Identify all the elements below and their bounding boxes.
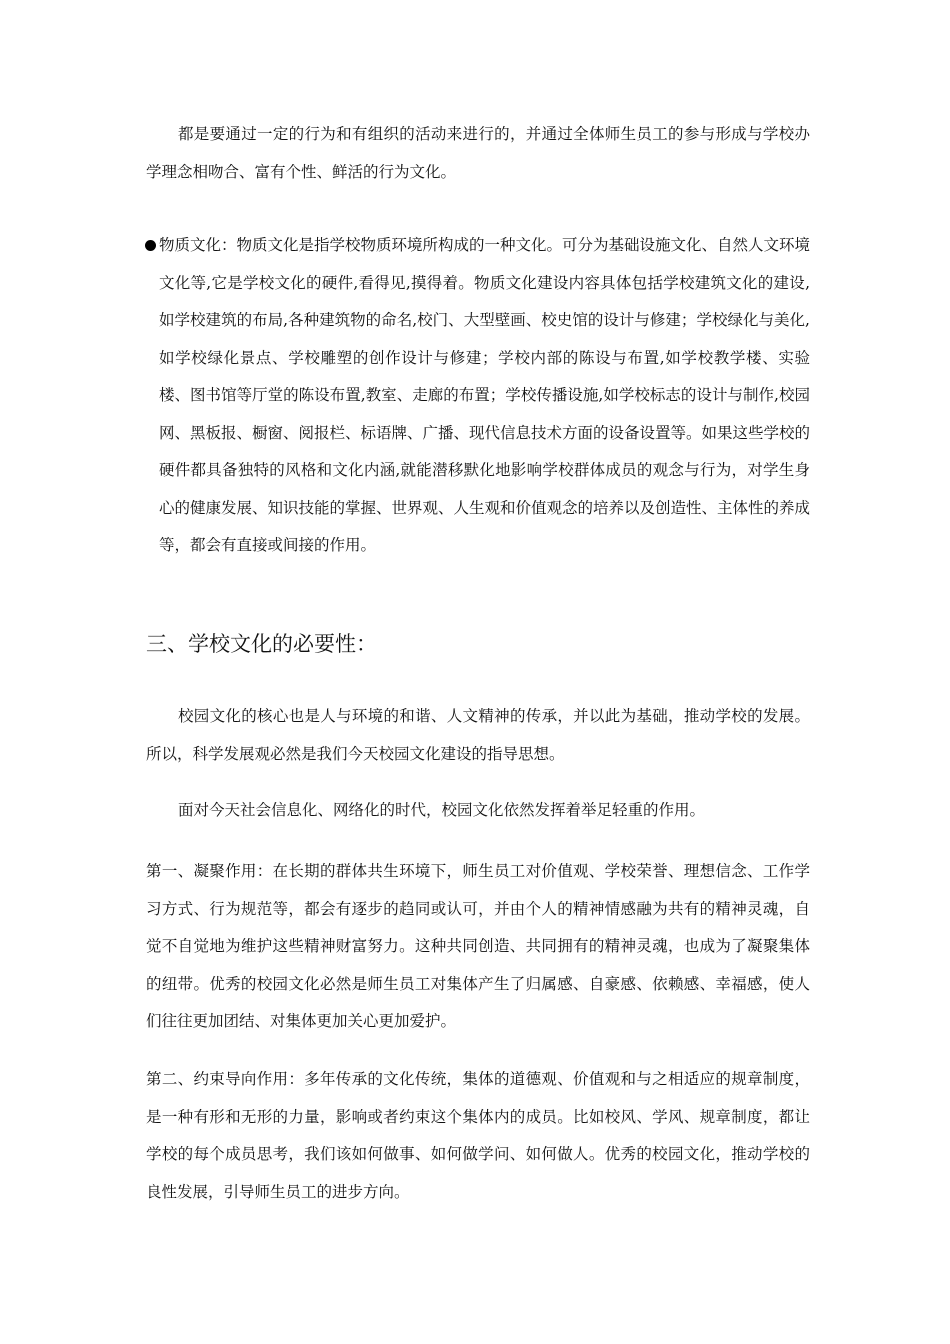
paragraph-constraint-guidance-function: 第二、约束导向作用：多年传承的文化传统，集体的道德观、价值观和与之相适应的规章制度，是一种有形和无形的力量，影响或者约束这个集体内的成员。比如校风、学风、规章制度，都让学校的每个成员思考，我们该如何做事、如何做学问、如何做人。优秀的校园文化，推动学校的良性发展，引导师生员工的进步方向。 [146, 1070, 810, 1201]
paragraph-behavior-culture-end: 都是要通过一定的行为和有组织的活动来进行的，并通过全体师生员工的参与形成与学校办学理念相吻合、富有个性、鲜活的行为文化。 [146, 125, 810, 181]
bullet-item-material-culture [146, 227, 810, 565]
paragraph-information-age: 面对今天社会信息化、网络化的时代，校园文化依然发挥着举足轻重的作用。 [178, 801, 706, 819]
bullet-icon [145, 240, 156, 251]
section-heading: 三、学校文化的必要性： [146, 632, 377, 656]
paragraph-cohesion-function: 第一、凝聚作用：在长期的群体共生环境下，师生员工对价值观、学校荣誉、理想信念、工作学习方式、行为规范等，都会有逐步的趋同或认可，并由个人的精神情感融为共有的精神灵魂，自觉不自觉地为维护这些精神财富努力。这种共同创造、共同拥有的精神灵魂，也成为了凝聚集体的纽带。优秀的校园文化必然是师生员工对集体产生了归属感、自豪感、依赖感、幸福感，使人们往往更加团结、对集体更加关心更加爱护。 [146, 862, 810, 1030]
bullet-text: 物质文化：物质文化是指学校物质环境所构成的一种文化。可分为基础设施文化、自然人文环境文化等,它是学校文化的硬件,看得见,摸得着。物质文化建设内容具体包括学校建筑文化的建设,如学校建筑的布局,各种建筑物的命名,校门、大型壁画、校史馆的设计与修建；学校绿化与美化,如学校绿化景点、学校雕塑的创作设计与修建；学校内部的陈设与布置,如学校教学楼、实验楼、图书馆等厅堂的陈设布置,教室、走廊的布置；学校传播设施,如学校标志的设计与制作,校园网、黑板报、橱窗、阅报栏、标语牌、广播、现代信息技术方面的设备设置等。如果这些学校的硬件都具备独特的风格和文化内涵,就能潜移默化地影响学校群体成员的观念与行为，对学生身心的健康发展、知识技能的掌握、世界观、人生观和价值观念的培养以及创造性、主体性的养成等，都会有直接或间接的作用。 [159, 236, 811, 554]
paragraph-core-of-campus-culture: 校园文化的核心也是人与环境的和谐、人文精神的传承，并以此为基础，推动学校的发展。所以，科学发展观必然是我们今天校园文化建设的指导思想。 [146, 707, 810, 763]
